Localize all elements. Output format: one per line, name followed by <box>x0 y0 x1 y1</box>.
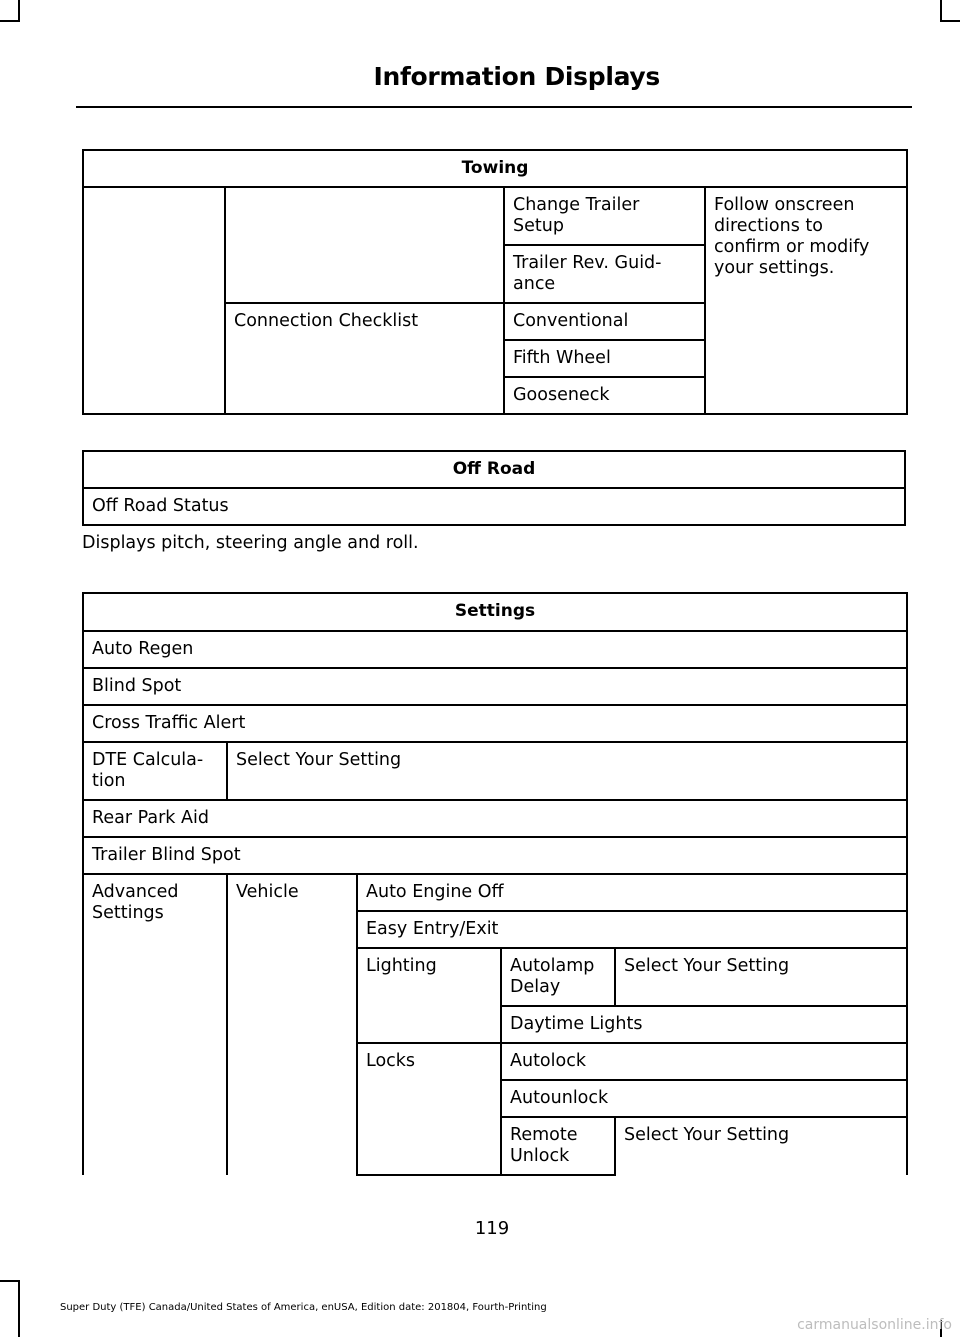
vehicle: Vehicle <box>227 874 357 1175</box>
auto-engine-off: Auto Engine Off <box>357 874 907 911</box>
crop-mark <box>18 1280 20 1337</box>
settings-table-title: Settings <box>83 593 907 631</box>
fifth-wheel: Fifth Wheel <box>504 340 705 377</box>
watermark: carmanualsonline.info <box>797 1317 952 1333</box>
crop-mark <box>940 0 942 22</box>
towing-table-title: Towing <box>83 150 907 187</box>
header-divider <box>76 106 912 108</box>
off-road-status: Off Road Status <box>83 488 905 525</box>
remote-unlock-select-setting: Select Your Setting <box>615 1117 907 1175</box>
crop-mark <box>0 20 20 22</box>
trailer-rev-guidance: Trailer Rev. Guid- ance <box>504 245 705 303</box>
off-road-caption: Displays pitch, steering angle and roll. <box>82 533 419 553</box>
cross-traffic-alert: Cross Traffic Alert <box>83 705 907 742</box>
autolamp-select-setting: Select Your Setting <box>615 948 907 1006</box>
towing-empty-cell <box>225 187 504 303</box>
change-trailer-setup: Change Trailer Setup <box>504 187 705 245</box>
dte-calculation: DTE Calcula- tion <box>83 742 227 800</box>
dte-select-setting: Select Your Setting <box>227 742 907 800</box>
remote-unlock: Remote Unlock <box>501 1117 615 1175</box>
crop-mark <box>0 1280 20 1282</box>
trailer-blind-spot: Trailer Blind Spot <box>83 837 907 874</box>
gooseneck: Gooseneck <box>504 377 705 414</box>
daytime-lights: Daytime Lights <box>501 1006 907 1043</box>
crop-mark <box>940 20 960 22</box>
rear-park-aid: Rear Park Aid <box>83 800 907 837</box>
blind-spot: Blind Spot <box>83 668 907 705</box>
follow-directions-note: Follow onscreen directions to confirm or modify your settings. <box>705 187 907 414</box>
off-road-table <box>82 450 906 526</box>
autounlock: Autounlock <box>501 1080 907 1117</box>
towing-empty-cell <box>83 187 225 414</box>
settings-table <box>82 592 908 1176</box>
autolock: Autolock <box>501 1043 907 1080</box>
easy-entry-exit: Easy Entry/Exit <box>357 911 907 948</box>
conventional: Conventional <box>504 303 705 340</box>
off-road-table-title: Off Road <box>83 451 905 488</box>
connection-checklist: Connection Checklist <box>225 303 504 414</box>
crop-mark <box>18 0 20 22</box>
footer-edition-text: Super Duty (TFE) Canada/United States of America, enUSA, Edition date: 201804, Fourth-Printing <box>60 1302 547 1313</box>
page-title: Information Displays <box>373 62 660 91</box>
advanced-settings: Advanced Settings <box>83 874 227 1175</box>
locks: Locks <box>357 1043 501 1175</box>
autolamp-delay: Autolamp Delay <box>501 948 615 1006</box>
page-number: 119 <box>474 1218 510 1239</box>
towing-table <box>82 149 908 415</box>
auto-regen: Auto Regen <box>83 631 907 668</box>
lighting: Lighting <box>357 948 501 1043</box>
